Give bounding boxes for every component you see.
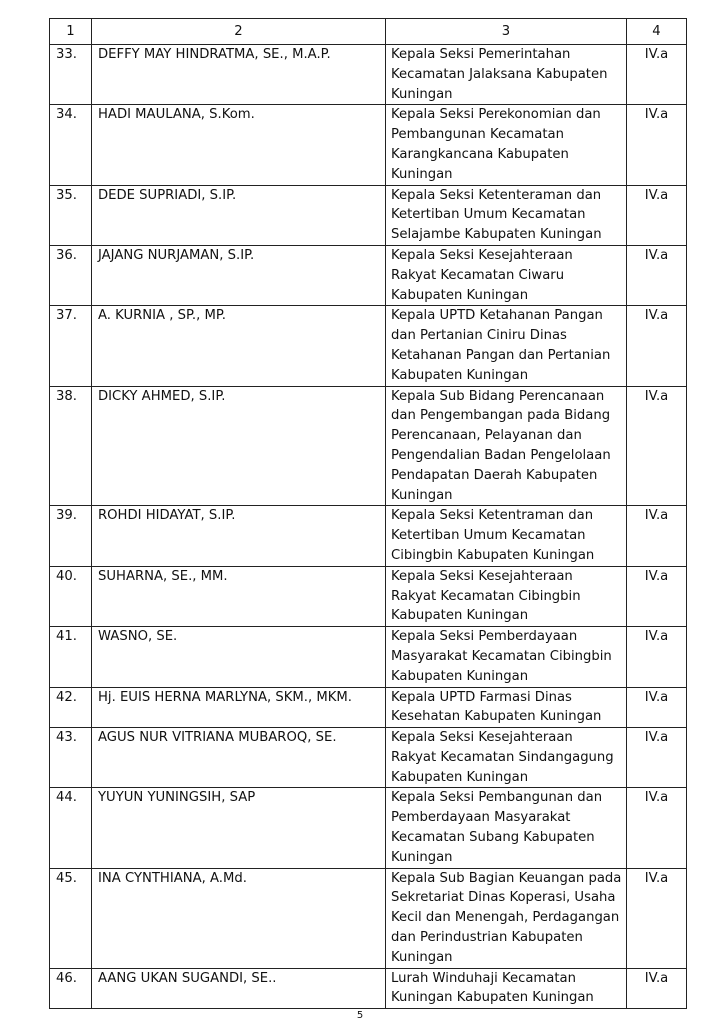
table-row xyxy=(50,788,687,868)
grade-rank: IV.a xyxy=(627,627,687,687)
position-title: Lurah Winduhaji Kecamatan Kuningan Kabupaten Kuningan xyxy=(386,968,627,1009)
employee-name: ROHDI HIDAYAT, S.IP. xyxy=(92,506,386,566)
table-row xyxy=(50,728,687,788)
position-title: Kepala Seksi Kesejahteraan Rakyat Kecamatan Sindangagung Kabupaten Kuningan xyxy=(386,728,627,788)
page-number: 5 xyxy=(356,1010,364,1021)
document-table-container xyxy=(49,18,686,1009)
grade-rank: IV.a xyxy=(627,245,687,305)
grade-rank: IV.a xyxy=(627,506,687,566)
grade-rank: IV.a xyxy=(627,45,687,105)
employee-name: SUHARNA, SE., MM. xyxy=(92,566,386,626)
row-number: 39. xyxy=(50,506,92,566)
table-row xyxy=(50,105,687,185)
row-number: 33. xyxy=(50,45,92,105)
grade-rank: IV.a xyxy=(627,306,687,386)
column-header-4: 4 xyxy=(627,19,687,45)
row-number: 46. xyxy=(50,968,92,1009)
table-row xyxy=(50,45,687,105)
row-number: 38. xyxy=(50,386,92,506)
column-header-2: 2 xyxy=(92,19,386,45)
employee-name: A. KURNIA , SP., MP. xyxy=(92,306,386,386)
grade-rank: IV.a xyxy=(627,566,687,626)
row-number: 40. xyxy=(50,566,92,626)
row-number: 42. xyxy=(50,687,92,728)
employee-name: INA CYNTHIANA, A.Md. xyxy=(92,868,386,968)
grade-rank: IV.a xyxy=(627,728,687,788)
grade-rank: IV.a xyxy=(627,968,687,1009)
row-number: 41. xyxy=(50,627,92,687)
employee-name: JAJANG NURJAMAN, S.IP. xyxy=(92,245,386,305)
employee-name: WASNO, SE. xyxy=(92,627,386,687)
row-number: 43. xyxy=(50,728,92,788)
table-row xyxy=(50,868,687,968)
position-title: Kepala Seksi Kesejahteraan Rakyat Kecamatan Ciwaru Kabupaten Kuningan xyxy=(386,245,627,305)
employee-name: DEFFY MAY HINDRATMA, SE., M.A.P. xyxy=(92,45,386,105)
position-title: Kepala UPTD Farmasi Dinas Kesehatan Kabupaten Kuningan xyxy=(386,687,627,728)
position-title: Kepala Seksi Pemerintahan Kecamatan Jalaksana Kabupaten Kuningan xyxy=(386,45,627,105)
position-title: Kepala Seksi Kesejahteraan Rakyat Kecamatan Cibingbin Kabupaten Kuningan xyxy=(386,566,627,626)
position-title: Kepala Seksi Ketentraman dan Ketertiban Umum Kecamatan Cibingbin Kabupaten Kuningan xyxy=(386,506,627,566)
row-number: 44. xyxy=(50,788,92,868)
grade-rank: IV.a xyxy=(627,687,687,728)
table-row xyxy=(50,306,687,386)
column-header-3: 3 xyxy=(386,19,627,45)
table-row xyxy=(50,506,687,566)
position-title: Kepala Seksi Ketenteraman dan Ketertiban Umum Kecamatan Selajambe Kabupaten Kuningan xyxy=(386,185,627,245)
table-row xyxy=(50,627,687,687)
table-row xyxy=(50,566,687,626)
position-title: Kepala Seksi Pembangunan dan Pemberdayaan Masyarakat Kecamatan Subang Kabupaten Kuningan xyxy=(386,788,627,868)
table-row xyxy=(50,245,687,305)
table-row xyxy=(50,386,687,506)
column-header-1: 1 xyxy=(50,19,92,45)
grade-rank: IV.a xyxy=(627,185,687,245)
employee-name: HADI MAULANA, S.Kom. xyxy=(92,105,386,185)
row-number: 45. xyxy=(50,868,92,968)
position-title: Kepala Seksi Perekonomian dan Pembangunan Kecamatan Karangkancana Kabupaten Kuningan xyxy=(386,105,627,185)
employee-name: YUYUN YUNINGSIH, SAP xyxy=(92,788,386,868)
table-row xyxy=(50,687,687,728)
position-title: Kepala Sub Bagian Keuangan pada Sekretariat Dinas Koperasi, Usaha Kecil dan Menengah, Perdagangan dan Perindustrian Kabupaten Kuningan xyxy=(386,868,627,968)
table-row xyxy=(50,968,687,1009)
table-header-row xyxy=(50,19,687,45)
employee-name: AANG UKAN SUGANDI, SE.. xyxy=(92,968,386,1009)
position-title: Kepala Sub Bidang Perencanaan dan Pengembangan pada Bidang Perencanaan, Pelayanan dan Pengendalian Badan Pengelolaan Pendapatan Daerah Kabupaten Kuningan xyxy=(386,386,627,506)
grade-rank: IV.a xyxy=(627,788,687,868)
employee-name: DEDE SUPRIADI, S.IP. xyxy=(92,185,386,245)
grade-rank: IV.a xyxy=(627,105,687,185)
position-title: Kepala UPTD Ketahanan Pangan dan Pertanian Ciniru Dinas Ketahanan Pangan dan Pertanian Kabupaten Kuningan xyxy=(386,306,627,386)
row-number: 34. xyxy=(50,105,92,185)
employee-name: DICKY AHMED, S.IP. xyxy=(92,386,386,506)
table-row xyxy=(50,185,687,245)
row-number: 36. xyxy=(50,245,92,305)
row-number: 37. xyxy=(50,306,92,386)
employee-name: Hj. EUIS HERNA MARLYNA, SKM., MKM. xyxy=(92,687,386,728)
grade-rank: IV.a xyxy=(627,386,687,506)
grade-rank: IV.a xyxy=(627,868,687,968)
employee-name: AGUS NUR VITRIANA MUBAROQ, SE. xyxy=(92,728,386,788)
position-title: Kepala Seksi Pemberdayaan Masyarakat Kecamatan Cibingbin Kabupaten Kuningan xyxy=(386,627,627,687)
personnel-table xyxy=(49,18,687,1009)
row-number: 35. xyxy=(50,185,92,245)
